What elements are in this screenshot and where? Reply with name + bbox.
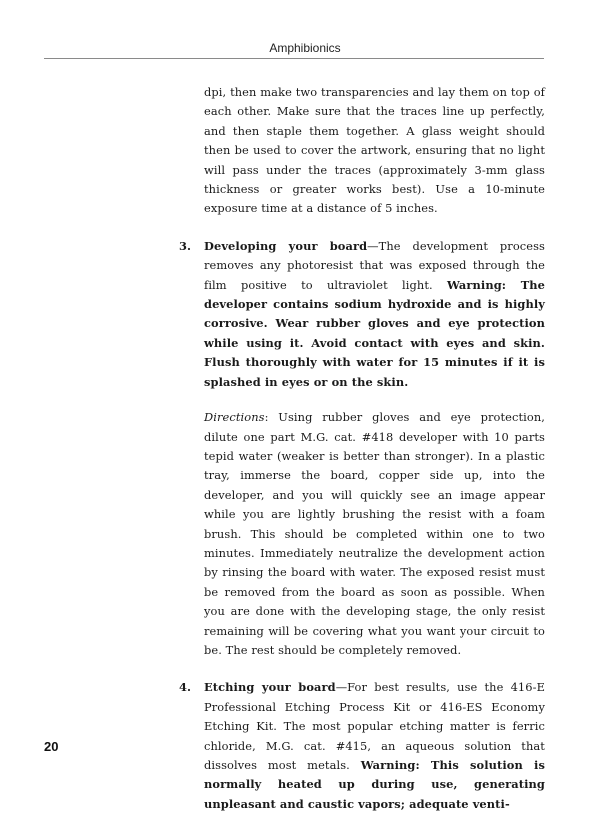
- header-rule: [44, 58, 544, 59]
- spacer: [0, 392, 610, 408]
- spacer: [0, 660, 610, 678]
- step-4-intro: —For best results, use the 416-E Professional Etching Process Kit or 416-ES Economy Etching Kit. The most popular etching matter is ferric chloride, M.G. cat. #415, an aqueous solution that dissolves most metals.: [204, 680, 545, 772]
- directions-label: Directions: [204, 410, 265, 425]
- running-head: Amphibionics: [269, 41, 341, 55]
- step-3-warning: Warning: The developer contains sodium hydroxide and is highly corrosive. Wear rubber gloves and eye protection while using it. Avoid contact with eyes and skin. Flush thoroughly with water for 15 minutes if it is splashed in eyes or on the skin.: [204, 277, 545, 389]
- page-body: [0, 83, 610, 814]
- directions-paragraph: [204, 408, 545, 660]
- step-4-number: 4.: [179, 680, 192, 695]
- step-3-heading: Developing your board: [204, 238, 368, 253]
- step-4-heading: Etching your board: [204, 680, 336, 695]
- spacer: [0, 219, 610, 237]
- page-number: 20: [44, 739, 59, 754]
- step-3-intro: —The development process removes any photoresist that was exposed through the film positive to ultraviolet light.: [204, 238, 545, 292]
- step-4-warning: Warning: This solution is normally heated up during use, generating unpleasant and caustic vapors; adequate venti-: [204, 758, 545, 811]
- step-4: [179, 678, 545, 814]
- continuation-paragraph: dpi, then make two transparencies and lay them on top of each other. Make sure that the traces line up perfectly, and then staple them together. A glass weight should then be used to cover the artwork, ensuring that no light will pass under the traces (approximately 3-mm glass thickness or greater works best). Use a 10-minute exposure time at a distance of 5 inches.: [204, 85, 545, 216]
- step-3: [179, 237, 545, 392]
- directions-text: : Using rubber gloves and eye protection, dilute one part M.G. cat. #418 developer with 10 parts tepid water (weaker is better than stronger). In a plastic tray, immerse the board, copper side up, into the developer, and you will quickly see an image appear while you are lightly brushing the resist with a foam brush. This should be completed within one to two minutes. Immediately neutralize the development action by rinsing the board with water. The exposed resist must be removed from the board as soon as possible. When you are done with the developing stage, the only resist remaining will be covering what you want your circuit to be. The rest should be completely removed.: [204, 410, 545, 657]
- step-3-number: 3.: [179, 238, 192, 253]
